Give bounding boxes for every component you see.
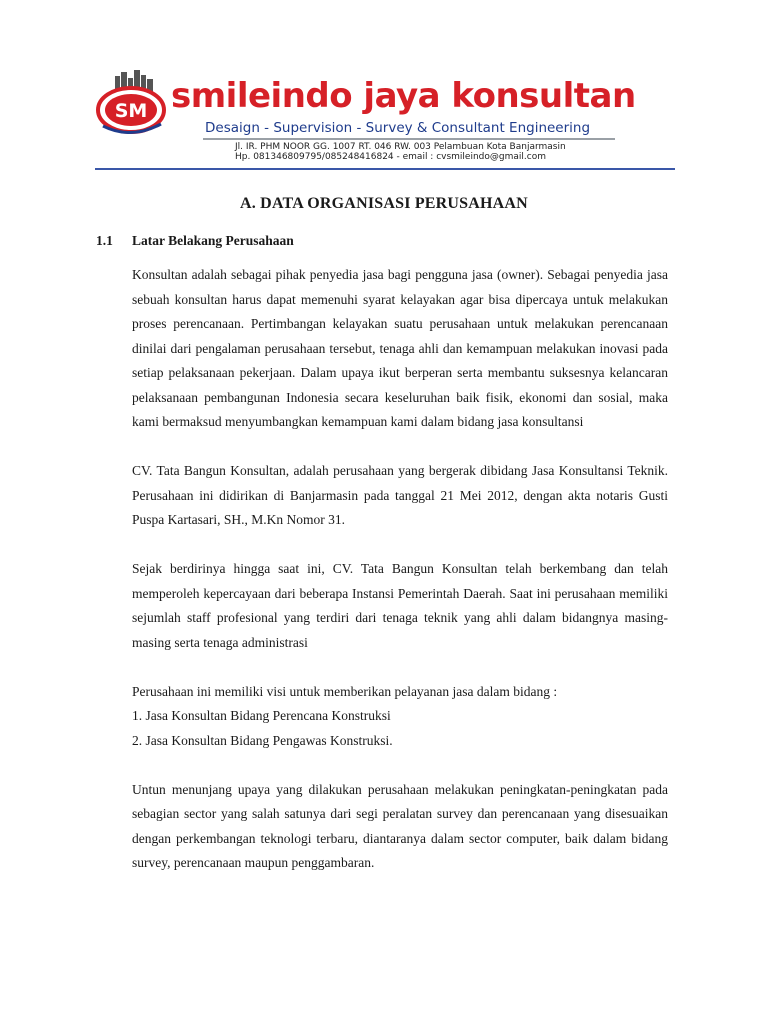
company-address: Jl. IR. PHM NOOR GG. 1007 RT. 046 RW. 003 Pelambuan Kota Banjarmasin <box>235 142 566 152</box>
letterhead-divider <box>95 168 675 170</box>
paragraph-closing: Untun menunjang upaya yang dilakukan perusahaan melakukan peningkatan-peningkatan pada sebagian sector yang salah satunya dari segi peralatan survey dan perencanaan yang disesuaikan dengan perkembangan teknologi terbaru, diantaranya dalam sector computer, baik dalam bidang survey, perencanaan maupun penggambaran. <box>132 781 668 870</box>
svg-text:SM: SM <box>114 100 148 122</box>
vision-list-item: 1. Jasa Konsultan Bidang Perencana Konstruksi <box>132 708 391 723</box>
paragraph-company-profile: CV. Tata Bangun Konsultan, adalah perusahaan yang bergerak dibidang Jasa Konsultansi Teknik. Perusahaan ini didirikan di Banjarmasin pada tanggal 21 Mei 2012, dengan akta notaris Gusti Puspa Kartasari, SH., M.Kn Nomor 31. <box>132 463 668 527</box>
vision-intro: Perusahaan ini memiliki visi untuk memberikan pelayanan jasa dalam bidang : <box>132 683 558 699</box>
vision-list-item: 2. Jasa Konsultan Bidang Pengawas Konstruksi. <box>132 732 393 748</box>
letterhead <box>95 62 675 172</box>
document-body <box>132 263 668 900</box>
document-title: A. DATA ORGANISASI PERUSAHAAN <box>240 195 528 212</box>
company-contact: Hp. 081346809795/085248416824 - email : cvsmileindo@gmail.com <box>235 152 546 162</box>
company-tagline: Desaign - Supervision - Survey & Consultant Engineering <box>205 120 591 136</box>
company-logo-icon <box>95 70 171 136</box>
tagline-divider <box>203 138 615 140</box>
paragraph-intro: Konsultan adalah sebagai pihak penyedia jasa bagi pengguna jasa (owner). Sebagai penyedia jasa sebuah konsultan harus dapat memenuhi syarat kelayakan agar bisa dipercaya untuk melakukan proses perencanaan. Pertimbangan kelayakan suatu perusahaan untuk melakukan perencanaan dinilai dari pengalaman perusahaan tersebut, tenaga ahli dan kemampuan melakukan inovasi pada setiap pelaksanaan pekerjaan. Dalam upaya ikut berperan serta membantu suksesnya kelancaran pelaksanaan pembangunan Indonesia secara keseluruhan baik fisik, ekonomi dan sosial, maka kami bermaksud menyumbangkan kemampuan kami dalam bidang jasa konsultansi <box>132 267 668 429</box>
paragraph-history: Sejak berdirinya hingga saat ini, CV. Tata Bangun Konsultan telah berkembang dan telah memperoleh kepercayaan dari beberapa Instansi Pemerintah Daerah. Saat ini perusahaan memiliki sejumlah staff profesional yang terdiri dari tenaga teknik yang ahli dalam bidangnya masing-masing serta tenaga administrasi <box>132 561 668 650</box>
section-number: 1.1 <box>96 233 113 248</box>
brand-name: smileindo jaya konsultan <box>171 76 636 116</box>
section-title: Latar Belakang Perusahaan <box>132 233 294 248</box>
